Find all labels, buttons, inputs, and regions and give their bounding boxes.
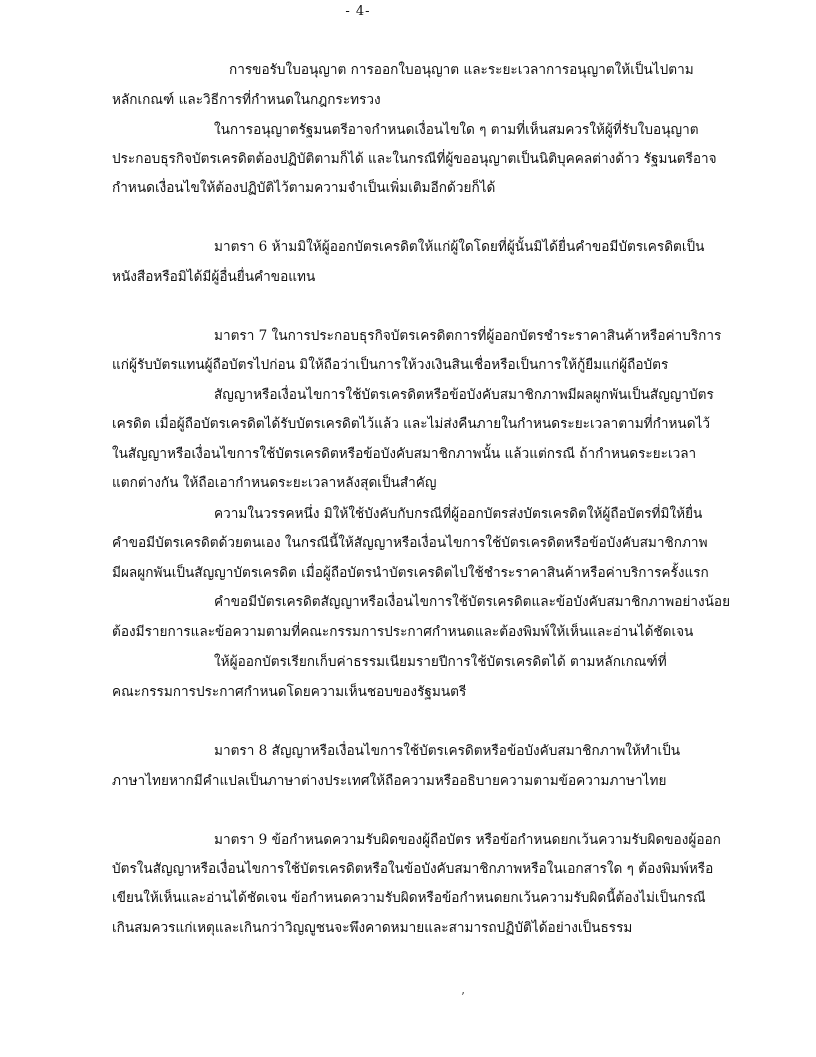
text-line: หลักเกณฑ์ และวิธีการที่กำหนดในกฎกระทรวง: [112, 92, 381, 108]
text-line: แก่ผู้รับบัตรแทนผู้ถือบัตรไปก่อน มิให้ถือว่าเป็นการให้วงเงินสินเชื่อหรือเป็นการให้กู้ยืมแก่ผู้ถือบัตร: [112, 357, 669, 373]
text-line: ภาษาไทยหากมีคำแปลเป็นภาษาต่างประเทศให้ถือความหรืออธิบายความตามข้อความภาษาไทย: [112, 773, 667, 789]
text-line: ในสัญญาหรือเงื่อนไขการใช้บัตรเครดิตหรือข้อบังคับสมาชิกภาพนั้น แล้วแต่กรณี ถ้ากำหนดระยะเวลา: [112, 446, 697, 462]
text-line: ความในวรรคหนึ่ง มิให้ใช้บังคับกับกรณีที่ผู้ออกบัตรส่งบัตรเครดิตให้ผู้ถือบัตรที่มิให้ยื่น: [214, 506, 703, 522]
text-line: สัญญาหรือเงื่อนไขการใช้บัตรเครดิตหรือข้อบังคับสมาชิกภาพมีผลผูกพันเป็นสัญญาบัตร: [214, 387, 714, 403]
text-line: กำหนดเงื่อนไขให้ต้องปฏิบัติไว้ตามความจำเป็นเพิ่มเติมอีกด้วยก็ได้: [112, 180, 496, 196]
text-line: ในการอนุญาตรัฐมนตรีอาจกำหนดเงื่อนไขใด ๆ ตามที่เห็นสมควรให้ผู้ที่รับใบอนุญาต: [214, 122, 699, 138]
text-line: มีผลผูกพันเป็นสัญญาบัตรเครดิต เมื่อผู้ถือบัตรนำบัตรเครดิตไปใช้ชำระราคาสินค้าหรือค่าบริการครั้งแรก: [112, 565, 709, 581]
section-6-heading: มาตรา 6 ห้ามมิให้ผู้ออกบัตรเครดิตให้แก่ผู้ใดโดยที่ผู้นั้นมิได้ยื่นคำขอมีบัตรเครดิตเป็น: [214, 239, 705, 255]
text-line: คำขอมีบัตรเครดิตด้วยตนเอง ในกรณีนี้ให้สัญญาหรือเงื่อนไขการใช้บัตรเครดิตหรือข้อบังคับสมาชิกภาพ: [112, 535, 708, 551]
text-line: เขียนให้เห็นและอ่านได้ชัดเจน ข้อกำหนดความรับผิดหรือข้อกำหนดยกเว้นความรับผิดนี้ต้องไม่เป็นกรณี: [112, 890, 706, 906]
text-line: ประกอบธุรกิจบัตรเครดิตต้องปฏิบัติตามก็ได้ และในกรณีที่ผู้ขออนุญาตเป็นนิติบุคคลต่างด้าว รัฐมนตรีอาจ: [112, 151, 717, 167]
text-line: บัตรในสัญญาหรือเงื่อนไขการใช้บัตรเครดิตหรือในข้อบังคับสมาชิกภาพหรือในเอกสารใด ๆ ต้องพิมพ์หรือ: [112, 861, 714, 877]
page-number: - 4-: [345, 4, 371, 19]
text-line: การขอรับใบอนุญาต การออกใบอนุญาต และระยะเวลาการอนุญาตให้เป็นไปตาม: [229, 62, 694, 78]
text-line: แตกต่างกัน ให้ถือเอากำหนดระยะเวลาหลังสุดเป็นสำคัญ: [112, 475, 437, 491]
section-8-heading: มาตรา 8 สัญญาหรือเงื่อนไขการใช้บัตรเครดิตหรือข้อบังคับสมาชิกภาพให้ทำเป็น: [214, 743, 681, 759]
text-line: หนังสือหรือมิได้มีผู้อื่นยื่นคำขอแทน: [112, 269, 316, 285]
scan-speck: ’: [461, 990, 465, 1004]
text-line: คำขอมีบัตรเครดิตสัญญาหรือเงื่อนไขการใช้บัตรเครดิตและข้อบังคับสมาชิกภาพอย่างน้อย: [214, 594, 731, 610]
text-line: ให้ผู้ออกบัตรเรียกเก็บค่าธรรมเนียมรายปีการใช้บัตรเครดิตได้ ตามหลักเกณฑ์ที่: [214, 654, 667, 670]
section-9-heading: มาตรา 9 ข้อกำหนดความรับผิดของผู้ถือบัตร หรือข้อกำหนดยกเว้นความรับผิดของผู้ออก: [214, 832, 721, 848]
section-7-heading: มาตรา 7 ในการประกอบธุรกิจบัตรเครดิตการที่ผู้ออกบัตรชำระราคาสินค้าหรือค่าบริการ: [214, 328, 722, 344]
text-line: ต้องมีรายการและข้อความตามที่คณะกรรมการประกาศกำหนดและต้องพิมพ์ให้เห็นและอ่านได้ชัดเจน: [112, 624, 694, 640]
text-line: เกินสมควรแก่เหตุและเกินกว่าวิญญูชนจะพึงคาดหมายและสามารถปฏิบัติได้อย่างเป็นธรรม: [112, 920, 633, 936]
text-line: เครดิต เมื่อผู้ถือบัตรเครดิตได้รับบัตรเครดิตไว้แล้ว และไม่ส่งคืนภายในกำหนดระยะเวลาตามที่กำหนดไว้: [112, 416, 711, 432]
text-line: คณะกรรมการประกาศกำหนดโดยความเห็นชอบของรัฐมนตรี: [112, 684, 467, 700]
